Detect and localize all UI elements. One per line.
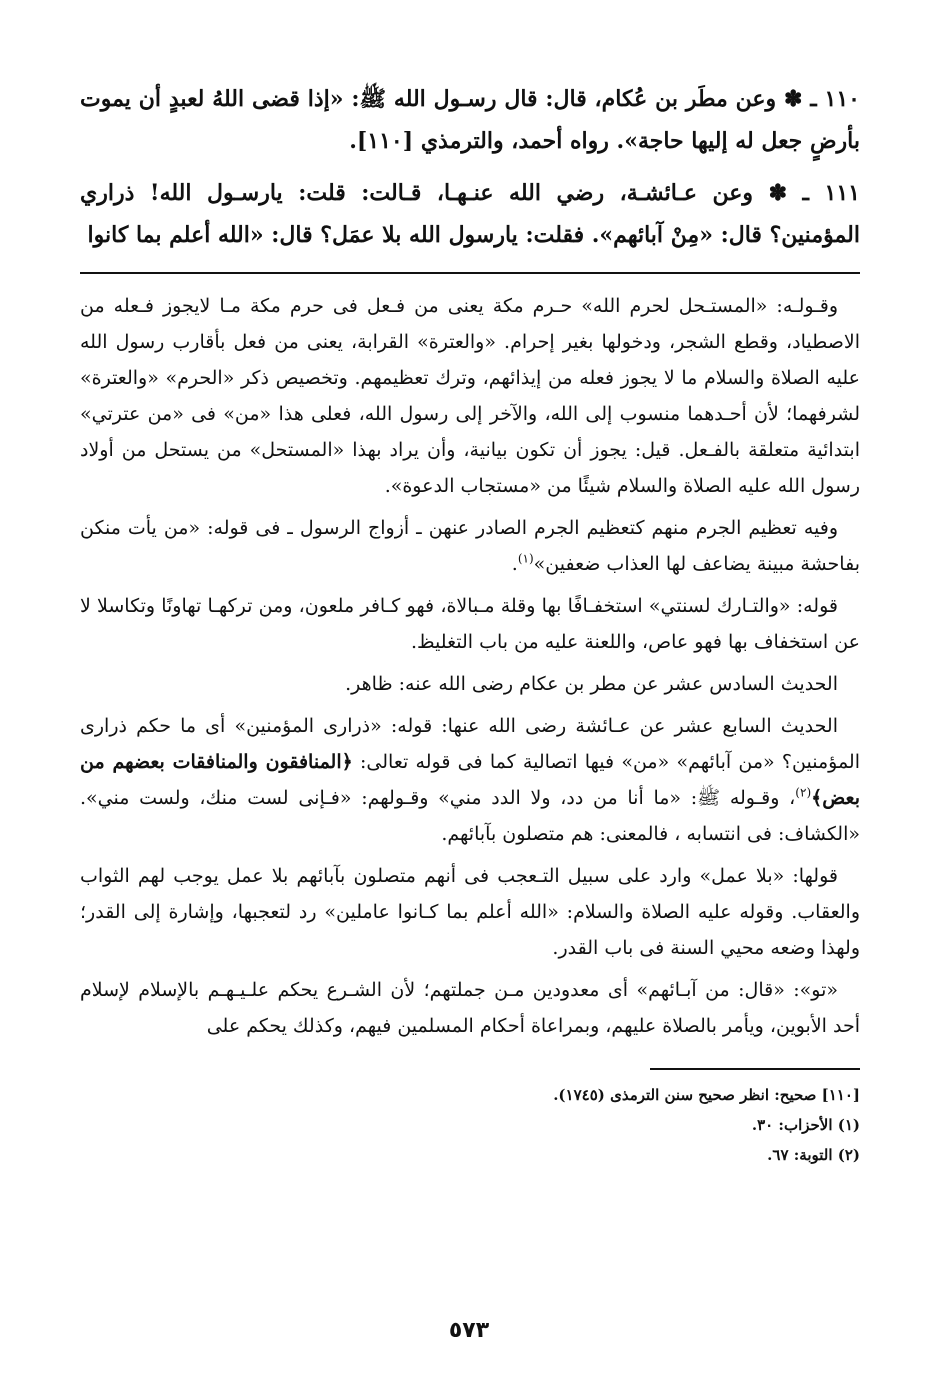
commentary-text: . (511, 553, 518, 575)
footnote-hadith-110: [١١٠] صحيح: انظر صحيح سنن الترمذى (١٧٤٥). (553, 1086, 860, 1104)
hadith-111: ١١١ ـ ✽ وعن عـائشـة، رضي الله عنـهـا، قـالت: قلت: يارسـول الله! ذراري المؤمنين؟ قال: «مِنْ آبائهم». فقلت: يارسول الله بلا عمَل؟ قال: «الله أعلم بما كانوا (80, 180, 860, 248)
commentary-text: ، وقـوله ﷺ: «ما أنا من دد، ولا الدد مني» وقـولهم: «فـإنى لست منك، ولست مني». «الكشاف: فى انتسابه ، فالمعنى: هم متصلون بآبائهم. (80, 787, 860, 845)
hadith-110: ١١٠ ـ ✽ وعن مطَر بن عُكام، قال: قال رسـول الله ﷺ: «إذا قضى اللهُ لعبدٍ أن يموت بأرضٍ جعل له إليها حاجة». رواه أحمد، والترمذي [١١٠]. (80, 86, 860, 154)
commentary-text: وفيه تعظيم الجرم منهم كتعظيم الجرم الصادر عنهن ـ أزواج الرسول ـ فى قوله: «من يأت منكن بفاحشة مبينة يضاعف لها العذاب ضعفين» (80, 517, 860, 575)
commentary-paragraph-4 (80, 666, 860, 702)
commentary-block (80, 288, 860, 1044)
commentary-paragraph-3 (80, 588, 860, 660)
commentary-text: الحديث السابع عشر عن عـائشة رضى الله عنها: قوله: «ذرارى المؤمنين» أى ما حكم ذرارى المؤمنين؟ «من آبائهم» «من» فيها اتصالية كما فى قوله تعالى: (80, 715, 860, 773)
hadith-text-block (80, 78, 860, 256)
commentary-text: قولها: «بلا عمل» وارد على سبيل التـعجب فى أنهم متصلون بآبائهم بلا عمل يوجب لهم الثواب والعقاب. وقوله عليه الصلاة والسلام: «الله أعلم بما كـانوا عاملين» رد لتعجبها، وإشارة إلى القدر؛ ولهذا وضعه محيي السنة فى باب القدر. (80, 865, 860, 959)
commentary-paragraph-1 (80, 288, 860, 504)
commentary-paragraph-6 (80, 858, 860, 966)
footnote-ref-1: (١) (517, 551, 534, 566)
commentary-paragraph-7 (80, 972, 860, 1044)
footnotes (80, 1080, 860, 1170)
quran-verse: ﴿المنافقون والمنافقات بعضهم من بعض﴾ (80, 751, 860, 809)
footnote-2: (٢) التوبة: ٦٧. (767, 1146, 860, 1164)
main-divider (80, 272, 860, 274)
footnote-ref-2: (٢) (795, 785, 812, 800)
commentary-paragraph-2 (80, 510, 860, 582)
page-number: ٥٧٣ (448, 1318, 490, 1343)
commentary-text: «تو»: «قال: من آبـائهم» أى معدودين مـن جملتهم؛ لأن الشـرع يحكم علـيـهـم بالإسلام لإسلام أحد الأبوين، ويأمر بالصلاة عليهم، وبمراعاة أحكام المسلمين فيهم، وكذلك يحكم على (80, 979, 860, 1037)
footnote-1: (١) الأحزاب: ٣٠. (751, 1116, 860, 1134)
commentary-text: وقـولـه: «المستـحل لحرم الله» حـرم مكة يعنى من فـعل فى حرم مكة مـا لايجوز فـعله من الاصطياد، وقطع الشجر، ودخولها بغير إحرام. «والعترة» القرابة، يعنى من فعل بأقارب رسول الله عليه الصلاة والسلام ما لا يجوز فعله من إيذائهم، وترك تعظيمهم. وتخصيص ذكر «الحرم» «والعترة» لشرفهما؛ لأن أحـدهما منسوب إلى الله، والآخر إلى رسول الله، فعلى هذا «من» فى «من عترتي» ابتدائية متعلقة بالفـعل. قيل: يجوز أن تكون بيانية، وأن يراد بهذا «المستحل» من يستحل من أولاد رسول الله عليه الصلاة والسلام شيئًا من «مستجاب الدعوة». (80, 295, 860, 497)
commentary-text: قوله: «والتـارك لسنتي» استخفـافًا بها وقلة مـبالاة، فهو كـافر ملعون، ومن تركهـا تهاونًا وتكاسلا لا عن استخفاف بها فهو عاص، واللعنة عليه من باب التغليظ. (80, 595, 860, 653)
commentary-paragraph-5 (80, 708, 860, 852)
commentary-text: الحديث السادس عشر عن مطر بن عكام رضى الله عنه: ظاهر. (345, 673, 838, 695)
footnote-divider (650, 1068, 860, 1070)
